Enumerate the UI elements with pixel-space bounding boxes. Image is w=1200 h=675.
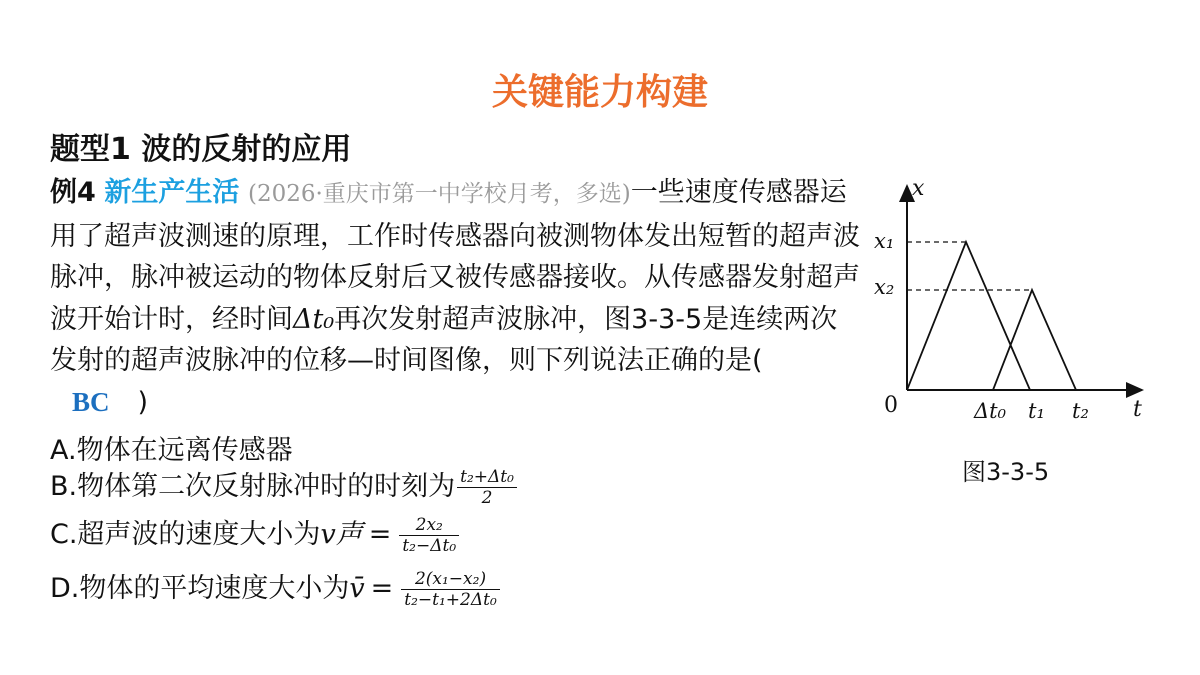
t2-label: t₂ — [1072, 399, 1089, 423]
example-text-1: 一些速度传感器运用了超声波测速的原理，工作时传感器向被测物体发出短暂的超声波脉冲，脉冲被运动的物体反射后又被传感器接收。从传感器发射超声波开始计时，经时间 — [50, 177, 860, 335]
example-source: (2026·重庆市第一中学校月考，多选) — [247, 181, 631, 207]
second-pulse-line — [993, 290, 1076, 390]
option-b-fraction — [457, 467, 517, 508]
option-a — [50, 428, 293, 467]
option-c-denominator: t₂−Δt₀ — [402, 536, 457, 556]
option-c — [50, 512, 461, 556]
example-tag: 新生产生活 — [104, 177, 240, 208]
example-paragraph — [50, 172, 860, 423]
close-paren: ) — [137, 386, 149, 418]
option-c-eq: = — [368, 519, 392, 550]
y-axis-label: x — [912, 180, 925, 201]
x-axis-label: t — [1133, 397, 1142, 422]
option-d-numerator: 2(x₁−x₂) — [401, 569, 500, 590]
option-b-numerator: t₂+Δt₀ — [457, 467, 517, 488]
option-b-denominator: 2 — [481, 488, 493, 508]
example-label: 例4 — [50, 177, 96, 208]
xt-graph — [870, 180, 1160, 435]
option-b-text: B.物体第二次反射脉冲时的时刻为 — [50, 471, 456, 502]
option-a-text: A.物体在远离传感器 — [50, 435, 293, 466]
option-d-text: D.物体的平均速度大小为 — [50, 573, 350, 604]
option-d-eq: = — [370, 573, 394, 604]
delta-t0: Δt₀ — [293, 303, 335, 335]
answer: BC — [72, 386, 110, 417]
x1-label: x₁ — [874, 229, 895, 253]
figure-caption: 图3-3-5 — [962, 458, 1050, 486]
option-b — [50, 464, 519, 508]
option-c-fraction — [399, 515, 459, 556]
t1-label: t₁ — [1028, 399, 1045, 423]
dt0-label: Δt₀ — [974, 399, 1007, 423]
option-d-denominator: t₂−t₁+2Δt₀ — [404, 590, 497, 610]
option-d-var: v̄ — [349, 573, 365, 604]
first-pulse-line — [907, 242, 1030, 390]
option-c-numerator: 2x₂ — [399, 515, 459, 536]
example-text-2: 再次发射超声波脉冲，图3-3-5是连续两次发射的超声波脉冲的位移—时间图像，则下列说法正确的是( — [50, 303, 838, 376]
option-c-text: C.超声波的速度大小为 — [50, 519, 321, 550]
option-c-var: v声 — [320, 519, 363, 550]
page-title: 关键能力构建 — [491, 72, 708, 113]
origin-label: 0 — [884, 393, 898, 418]
option-d-fraction — [401, 569, 500, 610]
section-heading: 题型1 波的反射的应用 — [50, 132, 352, 167]
x2-label: x₂ — [874, 275, 895, 299]
option-d — [50, 566, 502, 610]
